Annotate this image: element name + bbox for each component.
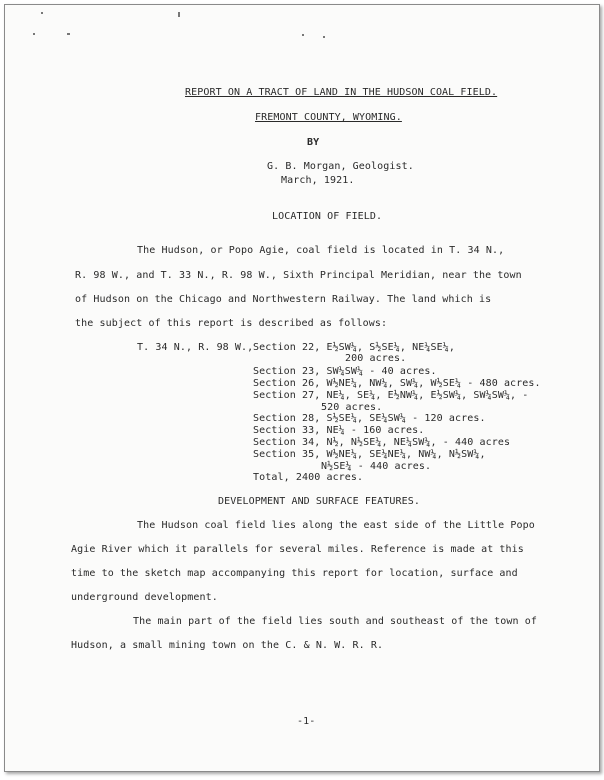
land-total: Total, 2400 acres.: [253, 472, 364, 483]
section-heading-development: DEVELOPMENT AND SURFACE FEATURES.: [218, 496, 420, 507]
document-title: REPORT ON A TRACT OF LAND IN THE HUDSON COAL FIELD.: [185, 87, 498, 98]
development-paragraph-line: time to the sketch map accompanying this report for location, surface and: [71, 568, 518, 579]
document-county: FREMONT COUNTY, WYOMING.: [255, 112, 402, 123]
location-paragraph-line: R. 98 W., and T. 33 N., R. 98 W., Sixth Principal Meridian, near the town: [75, 270, 522, 281]
land-township: T. 34 N., R. 98 W.,: [137, 342, 254, 353]
document-by: BY: [307, 137, 320, 148]
scan-speck: [67, 33, 70, 35]
land-line: 200 acres.: [345, 353, 407, 364]
development-paragraph-line: Agie River which it parallels for several miles. Reference is made at this: [71, 544, 524, 555]
development-paragraph-line: The main part of the field lies south and southeast of the town of: [133, 616, 537, 627]
land-line: Section 27, NE¼, SE¼, E½NW¼, E½SW¼, SW¼SW¼, -: [253, 390, 529, 401]
location-paragraph-line: the subject of this report is described as follows:: [75, 318, 388, 329]
land-line: Section 28, S½SE¼, SE¼SW¼ - 120 acres.: [253, 413, 486, 424]
land-line: N½SE¼ - 440 acres.: [321, 461, 432, 472]
scan-speck: [33, 33, 35, 35]
development-paragraph-line: underground development.: [71, 592, 218, 603]
land-line: Section 26, W½NE¼, NW¼, SW¼, W½SE¼ - 480 acres.: [253, 378, 541, 389]
land-line: Section 35, W½NE¼, SE¼NE¼, NW¼, N½SW¼,: [253, 449, 486, 460]
document-date: March, 1921.: [281, 175, 355, 186]
land-line: 520 acres.: [321, 402, 383, 413]
document-author: G. B. Morgan, Geologist.: [267, 161, 414, 172]
location-paragraph-line: The Hudson, or Popo Agie, coal field is located in T. 34 N.,: [137, 245, 505, 256]
document-page: [4, 4, 600, 772]
development-paragraph-line: Hudson, a small mining town on the C. & N. W. R. R.: [71, 640, 384, 651]
scan-speck: [41, 12, 43, 14]
land-line: Section 33, NE¼ - 160 acres.: [253, 425, 425, 436]
development-paragraph-line: The Hudson coal field lies along the east side of the Little Popo: [137, 520, 535, 531]
scan-speck: [178, 12, 180, 17]
scan-speck: [323, 36, 325, 38]
scan-speck: [302, 34, 304, 36]
section-heading-location: LOCATION OF FIELD.: [272, 211, 383, 222]
land-line: Section 34, N½, N½SE¼, NE¼SW¼, - 440 acres: [253, 437, 511, 448]
land-line: Section 23, SW¼SW¼ - 40 acres.: [253, 366, 437, 377]
location-paragraph-line: of Hudson on the Chicago and Northwestern Railway. The land which is: [75, 294, 492, 305]
land-line: Section 22, E½SW¼, S½SE¼, NE¼SE¼,: [253, 342, 455, 353]
page-number: -1-: [297, 716, 316, 727]
